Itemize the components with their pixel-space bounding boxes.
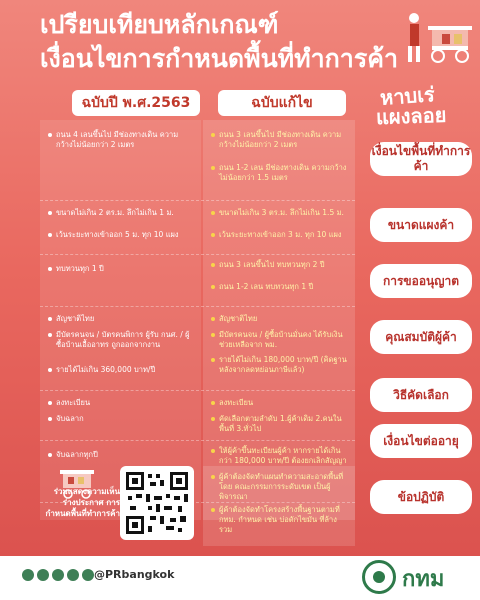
old-criteria-item: ลงทะเบียน: [56, 398, 91, 407]
bullet-icon: [48, 233, 52, 237]
new-criteria-item: ถนน 1-2 เลน ทบทวนทุก 1 ปี: [219, 282, 314, 291]
bullet-icon: [48, 453, 52, 457]
bma-seal-icon: [362, 560, 396, 594]
old-criteria-item: เว้นระยะทางเข้าออก 5 ม. ทุก 10 แผง: [56, 230, 179, 239]
new-column-cell: [203, 306, 355, 390]
old-column-cell: [40, 120, 201, 200]
facebook-icon[interactable]: [37, 569, 49, 581]
bullet-icon: [211, 317, 215, 321]
old-criteria-item: ถนน 4 เลนขึ้นไป มีช่องทางเดิน ความกว้างไม่น้อยกว่า 2 เมตร: [56, 130, 179, 149]
social-links: [22, 569, 94, 581]
new-criteria-item: รายได้ไม่เกิน 180,000 บาท/ปี (คิดฐานหลังจากลดหย่อนภาษีแล้ว): [219, 355, 347, 374]
bullet-icon: [211, 508, 215, 512]
old-criteria-item: ขนาดไม่เกิน 2 ตร.ม. ลึกไม่เกิน 1 ม.: [56, 208, 174, 217]
old-column-cell: [40, 306, 201, 390]
category-label: คุณสมบัติผู้ค้า: [370, 320, 472, 354]
bullet-icon: [211, 449, 215, 453]
new-criteria-item: เว้นระยะทางเข้าออก 3 ม. ทุก 10 แผง: [219, 230, 342, 239]
new-criteria-item: ขนาดไม่เกิน 3 ตร.ม. ลึกไม่เกิน 1.5 ม.: [219, 208, 344, 217]
category-label: เงื่อนไขพื้นที่ทำการค้า: [370, 142, 472, 176]
title-line-2: เงื่อนไขการกำหนดพื้นที่ทำการค้า: [40, 44, 399, 73]
new-criteria-item: ผู้ค้าต้องจัดทำแผนทำความสะอาดพื้นที่ โดย คณะกรรมการระดับเขต เป็นผู้พิจารณา: [219, 472, 344, 501]
new-criteria-item: มีบัตรคนจน / ผู้ซื้อบ้านมั่นคง ได้รับเงินช่วยเหลือจาก พม.: [219, 330, 343, 349]
old-criteria-item: ทบทวนทุก 1 ปี: [56, 264, 104, 273]
category-label: วิธีคัดเลือก: [370, 378, 472, 412]
title-line-1: เปรียบเทียบหลักเกณฑ์: [40, 10, 279, 39]
old-criteria-item: จับฉลากทุกปี: [56, 450, 98, 459]
social-handle[interactable]: @PRbangkok: [94, 568, 175, 581]
new-column-cell: [203, 466, 355, 546]
header-new-version: ฉบับแก้ไข: [218, 90, 346, 116]
table-row: [40, 200, 355, 255]
new-criteria-item: ถนน 3 เลนขึ้นไป ทบทวนทุก 2 ปี: [219, 260, 325, 269]
bullet-icon: [48, 417, 52, 421]
bullet-icon: [211, 417, 215, 421]
instagram-icon[interactable]: [82, 569, 94, 581]
header-old-version: ฉบับปี พ.ศ.2563: [72, 90, 200, 116]
x-icon[interactable]: [22, 569, 34, 581]
table-row: [40, 306, 355, 391]
old-column-cell: [40, 254, 201, 306]
brand-line-2: แผงลอย: [375, 102, 447, 130]
bullet-icon: [211, 166, 215, 170]
new-criteria-item: ถนน 3 เลนขึ้นไป มีช่องทางเดิน ความกว้างไม่น้อยกว่า 2 เมตร: [219, 130, 342, 149]
bullet-icon: [211, 233, 215, 237]
new-criteria-item: คัดเลือกตามลำดับ 1.ผู้ค้าเดิม 2.คนในพื้นที่ 3.ทั่วไป: [219, 414, 342, 433]
new-criteria-item: สัญชาติไทย: [219, 314, 258, 323]
bullet-icon: [211, 358, 215, 362]
bullet-icon: [48, 267, 52, 271]
bullet-icon: [211, 263, 215, 267]
new-criteria-item: ให้ผู้ค้าขึ้นทะเบียนผู้ค้า หากรายได้เกินกว่า 180,000 บาท/ปี ต้องยกเลิกสัญญา: [219, 446, 347, 465]
category-label: เงื่อนไขต่ออายุ: [370, 424, 472, 458]
table-row: [40, 390, 355, 441]
bullet-icon: [48, 133, 52, 137]
category-label: การขออนุญาต: [370, 264, 472, 298]
bullet-icon: [211, 133, 215, 137]
category-label: ข้อปฏิบัติ: [370, 480, 472, 514]
street-vendor-illustration-icon: [402, 4, 478, 68]
org-logo-text: กทม: [402, 567, 445, 592]
category-label: ขนาดแผงค้า: [370, 208, 472, 242]
qr-caption: ร่วมแสดงความเห็น ร่างประกาศ การกำหนดพื้นที่ทำการค้า: [45, 487, 120, 518]
new-column-cell: [203, 254, 355, 306]
old-column-cell: [40, 390, 201, 440]
bullet-icon: [211, 401, 215, 405]
page-title: [40, 8, 400, 76]
bullet-icon: [211, 211, 215, 215]
old-criteria-item: มีบัตรคนจน / บัตรคนพิการ ผู้รับ กนศ. / ผู้ซื้อบ้านเอื้ออาทร ถูกออกจากงาน: [56, 330, 190, 349]
table-row: [40, 120, 355, 201]
seal-center: [373, 571, 385, 583]
tiktok-icon[interactable]: [52, 569, 64, 581]
bullet-icon: [211, 285, 215, 289]
new-criteria-item: ผู้ค้าต้องจัดทำโครงสร้างพื้นฐานตามที่ กทม. กำหนด เช่น บ่อดักไขมัน ที่ล้างรวม: [219, 505, 340, 534]
bullet-icon: [211, 333, 215, 337]
new-criteria-item: ถนน 1-2 เลน มีช่องทางเดิน ความกว้างไม่น้อยกว่า 1.5 เมตร: [219, 163, 347, 182]
bullet-icon: [48, 333, 52, 337]
new-column-cell: [203, 390, 355, 440]
bullet-icon: [48, 401, 52, 405]
qr-code-icon: [120, 466, 194, 540]
hawker-stall-logo: [364, 80, 476, 130]
bullet-icon: [48, 317, 52, 321]
table-row: [40, 254, 355, 307]
new-column-cell: [203, 120, 355, 200]
old-criteria-item: รายได้ไม่เกิน 360,000 บาท/ปี: [56, 365, 156, 374]
brand-line-1: หาบเร่: [379, 82, 436, 110]
comparison-table: [40, 120, 355, 520]
old-criteria-item: สัญชาติไทย: [56, 314, 95, 323]
old-column-cell: [40, 200, 201, 254]
youtube-icon[interactable]: [67, 569, 79, 581]
new-column-cell: [203, 200, 355, 254]
bullet-icon: [211, 475, 215, 479]
bullet-icon: [48, 368, 52, 372]
old-criteria-item: จับฉลาก: [56, 414, 84, 423]
feedback-qr-code[interactable]: [120, 466, 194, 540]
new-criteria-item: ลงทะเบียน: [219, 398, 254, 407]
bullet-icon: [48, 211, 52, 215]
